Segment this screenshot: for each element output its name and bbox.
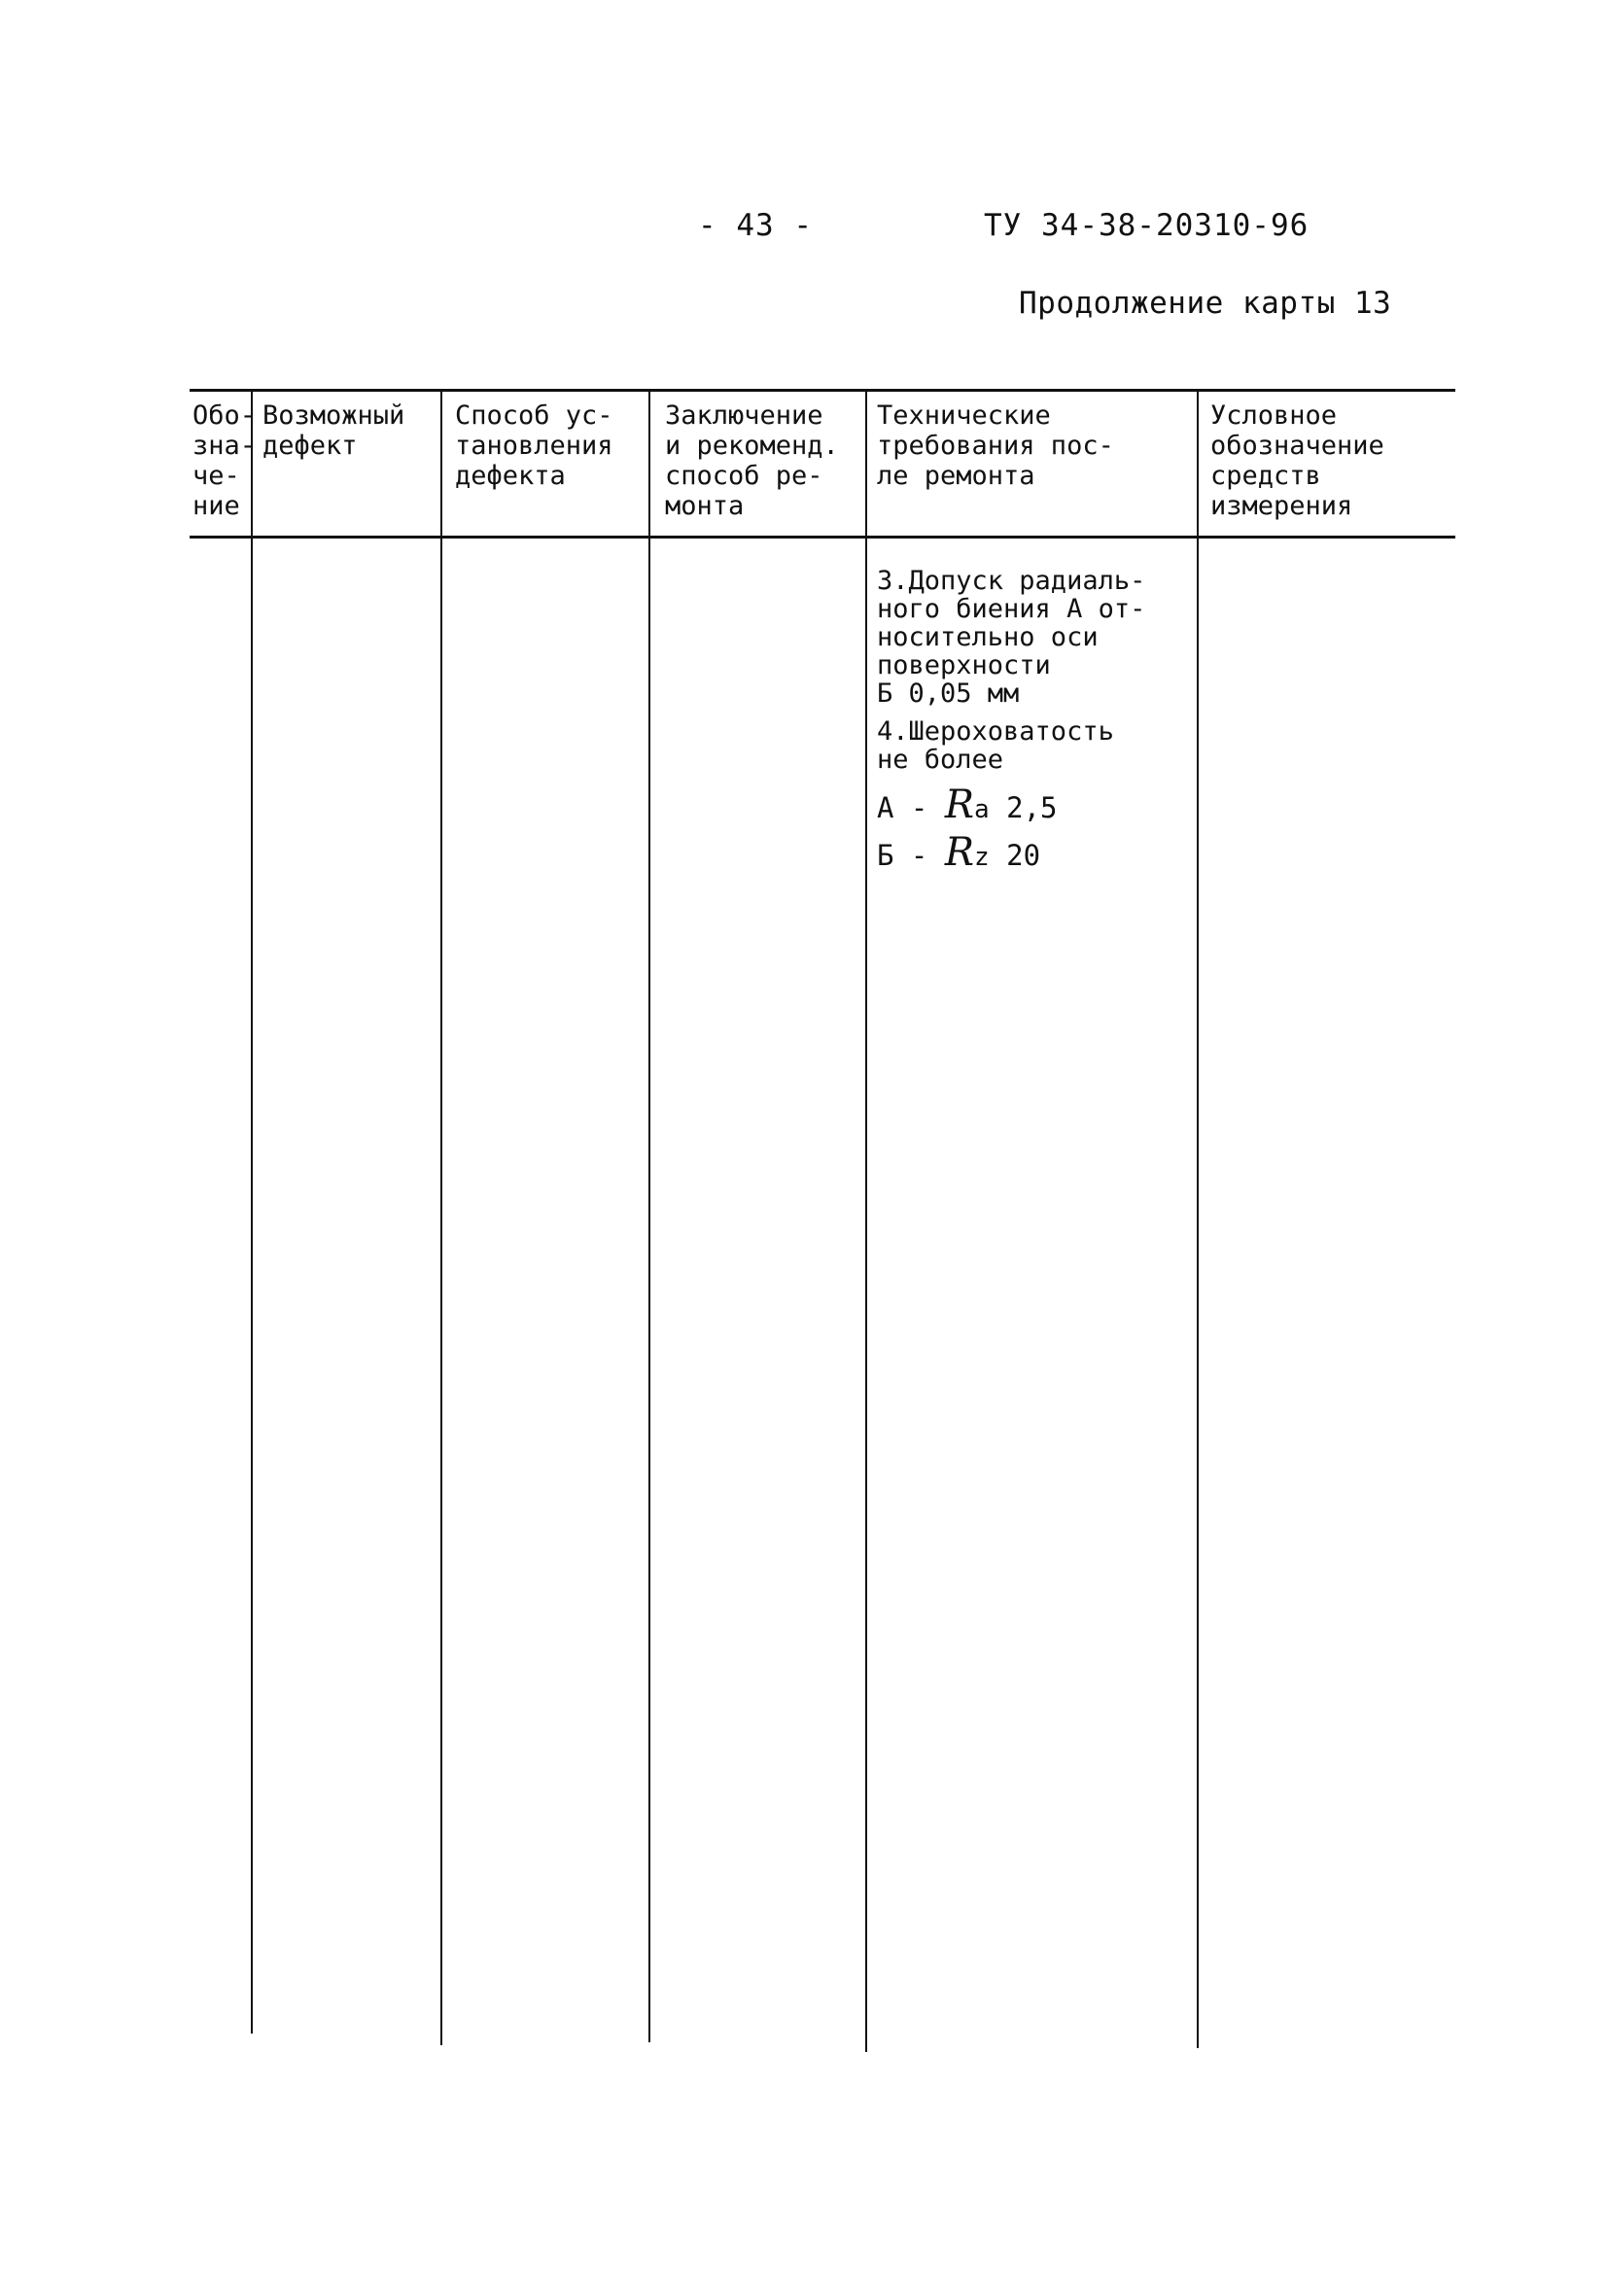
roughness-value: 2,5: [1006, 791, 1058, 824]
column-divider-1: [251, 390, 253, 2034]
roughness-value: 20: [1006, 839, 1041, 872]
column-divider-5: [1197, 390, 1199, 2048]
roughness-symbol: R: [944, 783, 974, 827]
roughness-surface: А -: [877, 791, 928, 824]
column-header-possible-defect: Возможный дефект: [262, 400, 405, 461]
column-header-technical-requirements: Технические требования пос- ле ремонта: [877, 400, 1114, 491]
table-header-rule: [190, 536, 1455, 539]
roughness-row-b: [877, 831, 1193, 879]
requirements-list: [877, 567, 1193, 879]
column-header-detection-method: Способ ус- тановления дефекта: [455, 400, 613, 491]
roughness-subscript: a: [973, 795, 990, 824]
column-header-conclusion: Заключение и рекоменд. способ ре- монта: [665, 400, 839, 521]
column-divider-2: [440, 390, 442, 2045]
roughness-row-a: [877, 783, 1193, 831]
roughness-surface: Б -: [877, 839, 928, 872]
document-code: ТУ 34-38-20310-96: [984, 208, 1310, 243]
roughness-subscript: z: [973, 843, 990, 872]
page-number: - 43 -: [698, 208, 813, 243]
table-top-rule: [190, 389, 1455, 392]
column-divider-3: [648, 390, 650, 2042]
column-header-measuring-means: Условное обозначение средств измерения: [1210, 400, 1384, 521]
column-header-designation: Обо- зна- че- ние: [192, 400, 257, 521]
requirement-roughness: 4.Шероховатость не более: [877, 716, 1114, 775]
roughness-symbol: R: [944, 830, 974, 875]
column-divider-4: [865, 390, 867, 2052]
continuation-title: Продолжение карты 13: [1019, 286, 1392, 321]
requirement-runout-tolerance: 3.Допуск радиаль- ного биения А от- носительно оси поверхности Б 0,05 мм: [877, 566, 1146, 709]
